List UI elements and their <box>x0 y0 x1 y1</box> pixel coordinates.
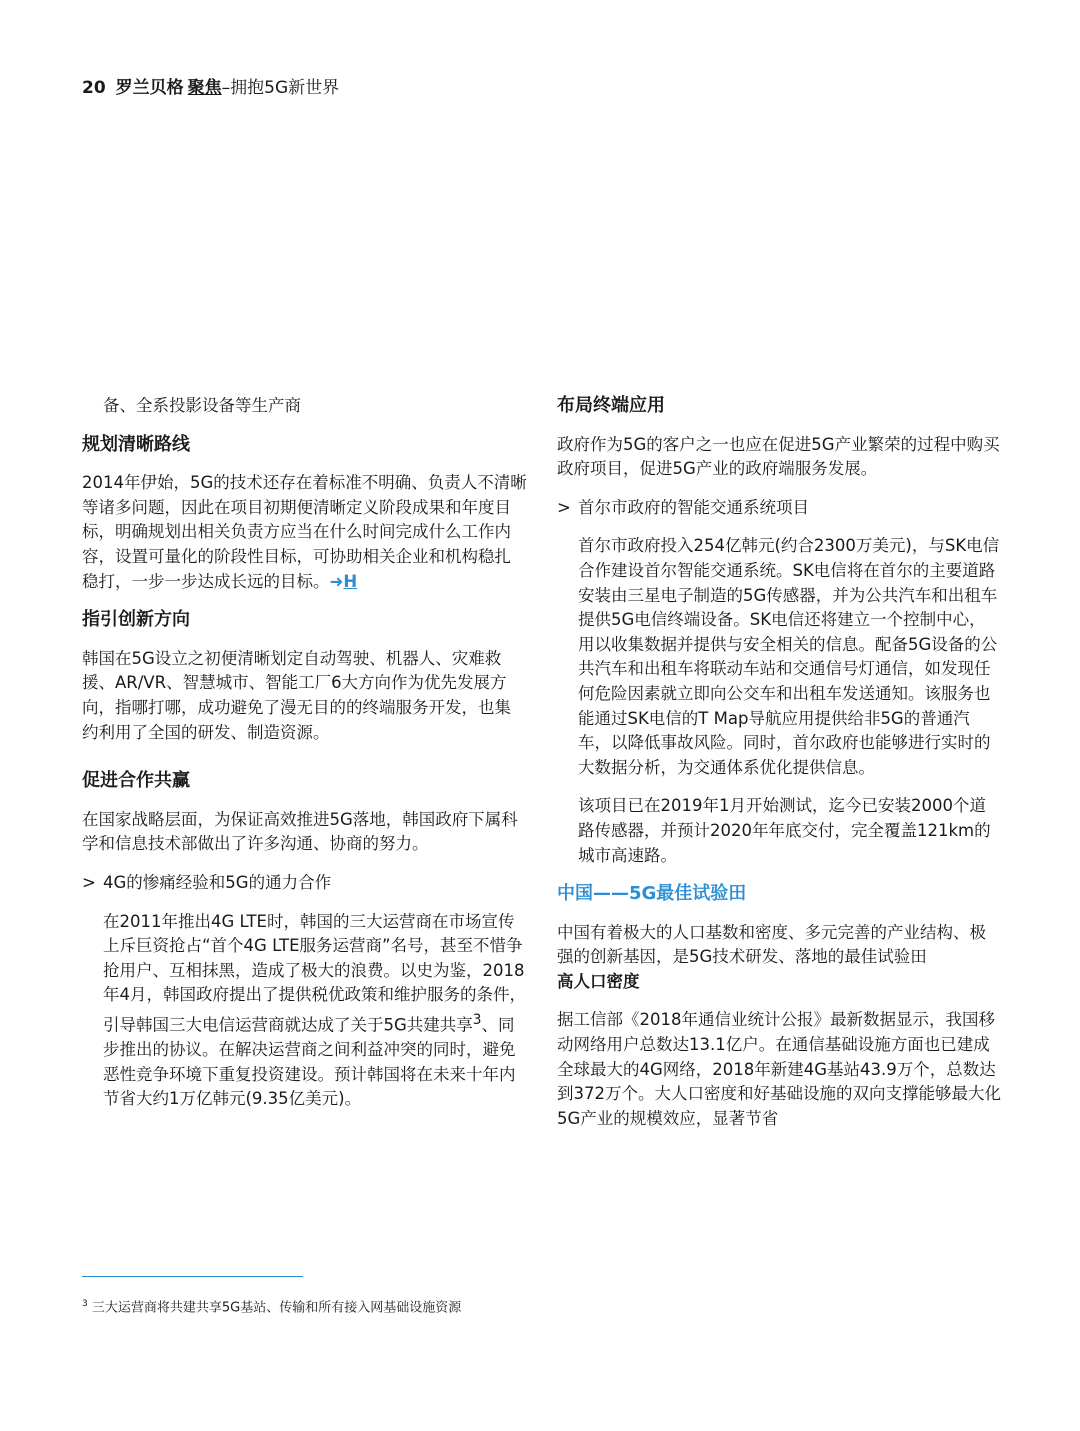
heading-cooperation: 促进合作共赢 <box>82 770 190 792</box>
publication-subtitle: –拥抱5G新世界 <box>221 78 340 98</box>
paragraph-4g-lte: 在2011年推出4G LTE时，韩国的三大运营商在市场宣传上斥巨资抢占“首个4G LTE服务运营商”名号，甚至不惜争抢用户、互相抹黑，造成了极大的浪费。以史为鉴，2018年4月，韩国政府提出了提供税优政策和维护服务的条件，引导韩国三大电信运营商就达成了关于5G共建共享$^3$、同步推出的协议。在解决运营商之间利益冲突的同时，避免恶性竞争环境下重复投资建设。预计韩国将在未来十年内节省大约1万亿韩元(9.35亿美元)。 <box>103 911 526 1109</box>
subheading-population-density: 高人口密度 <box>557 971 640 991</box>
footnote-text: 三大运营商将共建共享5G基站、传输和所有接入网基础设施资源 <box>91 1300 462 1316</box>
left-column <box>82 394 527 1112</box>
bullet-marker: > <box>557 497 571 517</box>
bullet-seoul-its: > 首尔市政府的智能交通系统项目 <box>557 496 1002 521</box>
heading-plan-route: 规划清晰路线 <box>82 433 190 455</box>
footnote-marker: 3 <box>82 1299 88 1309</box>
cross-reference-link[interactable]: ➜H <box>329 571 358 591</box>
page-number: 20 <box>82 78 106 98</box>
paragraph-seoul-its: 首尔市政府投入254亿韩元(约合2300万美元)，与SK电信合作建设首尔智能交通系统。SK电信将在首尔的主要道路安装由三星电子制造的5G传感器，并为公共汽车和出租车提供5G电信终端设备。SK电信还将建立一个控制中心，用以收集数据并提供与安全相关的信息。配备5G设备的公共汽车和出租车将联动车站和交通信号灯通信，如发现任何危险因素就立即向公交车和出租车发送通知。该服务也能通过SK电信的T Map导航应用提供给非5G的普通汽车，以降低事故风险。同时，首尔政府也能够进行实时的大数据分析，为交通体系优化提供信息。 <box>578 536 1000 777</box>
publication-focus: 聚焦 <box>187 78 222 98</box>
continued-line: 备、全系投影设备等生产商 <box>103 396 301 415</box>
heading-china: 中国——5G最佳试验田 <box>557 883 747 905</box>
paragraph-population-density: 据工信部《2018年通信业统计公报》最新数据显示，我国移动网络用户总数达13.1亿户。在通信基础设施方面也已建成全球最大的4G网络，2018年新建4G基站43.9万个，总数达到372万个。大人口密度和好基础设施的双向支撑能够最大化5G产业的规模效应，显著节省 <box>557 1010 1001 1128</box>
footnote-divider <box>82 1276 303 1277</box>
paragraph-seoul-its-status: 该项目已在2019年1月开始测试，迄今已安装2000个道路传感器，并预计2020年年底交付，完全覆盖121km的城市高速路。 <box>578 796 991 865</box>
heading-terminal-apps: 布局终端应用 <box>557 395 665 416</box>
heading-innovation-direction: 指引创新方向 <box>82 609 190 631</box>
paragraph-china: 中国有着极大的人口基数和密度、多元完善的产业结构、极强的创新基因，是5G技术研发、落地的最佳试验田 <box>557 922 986 967</box>
page-header <box>82 76 339 100</box>
arrow-right-icon: ➜ <box>329 571 344 591</box>
bullet-4g-5g: > 4G的惨痛经验和5G的通力合作 <box>82 871 527 896</box>
brand-name: 罗兰贝格 <box>115 78 184 98</box>
right-column <box>557 394 1002 1131</box>
footnote-ref[interactable]: 3 <box>472 1011 482 1028</box>
paragraph-terminal-apps: 政府作为5G的客户之一也应在促进5G产业繁荣的过程中购买政府项目，促进5G产业的政府端服务发展。 <box>557 434 1000 479</box>
paragraph-innovation-direction: 韩国在5G设立之初便清晰划定自动驾驶、机器人、灾难救援、AR/VR、智慧城市、智能工厂6大方向作为优先发展方向，指哪打哪，成功避免了漫无目的的终端服务开发，也集约利用了全国的研发、制造资源。 <box>82 648 511 742</box>
paragraph-cooperation: 在国家战略层面，为保证高效推进5G落地，韩国政府下属科学和信息技术部做出了许多沟通、协商的努力。 <box>82 809 518 854</box>
footnote <box>82 1294 461 1318</box>
bullet-marker: > <box>82 872 96 892</box>
paragraph-plan-route: 2014年伊始，5G的技术还存在着标准不明确、负责人不清晰等诸多问题，因此在项目初期便清晰定义阶段成果和年度目标，明确规划出相关负责方应当在什么时间完成什么工作内容，设置可量化的阶段性目标，可协助相关企业和机构稳扎稳打，一步一步达成长远的目标。➜H <box>82 473 527 591</box>
